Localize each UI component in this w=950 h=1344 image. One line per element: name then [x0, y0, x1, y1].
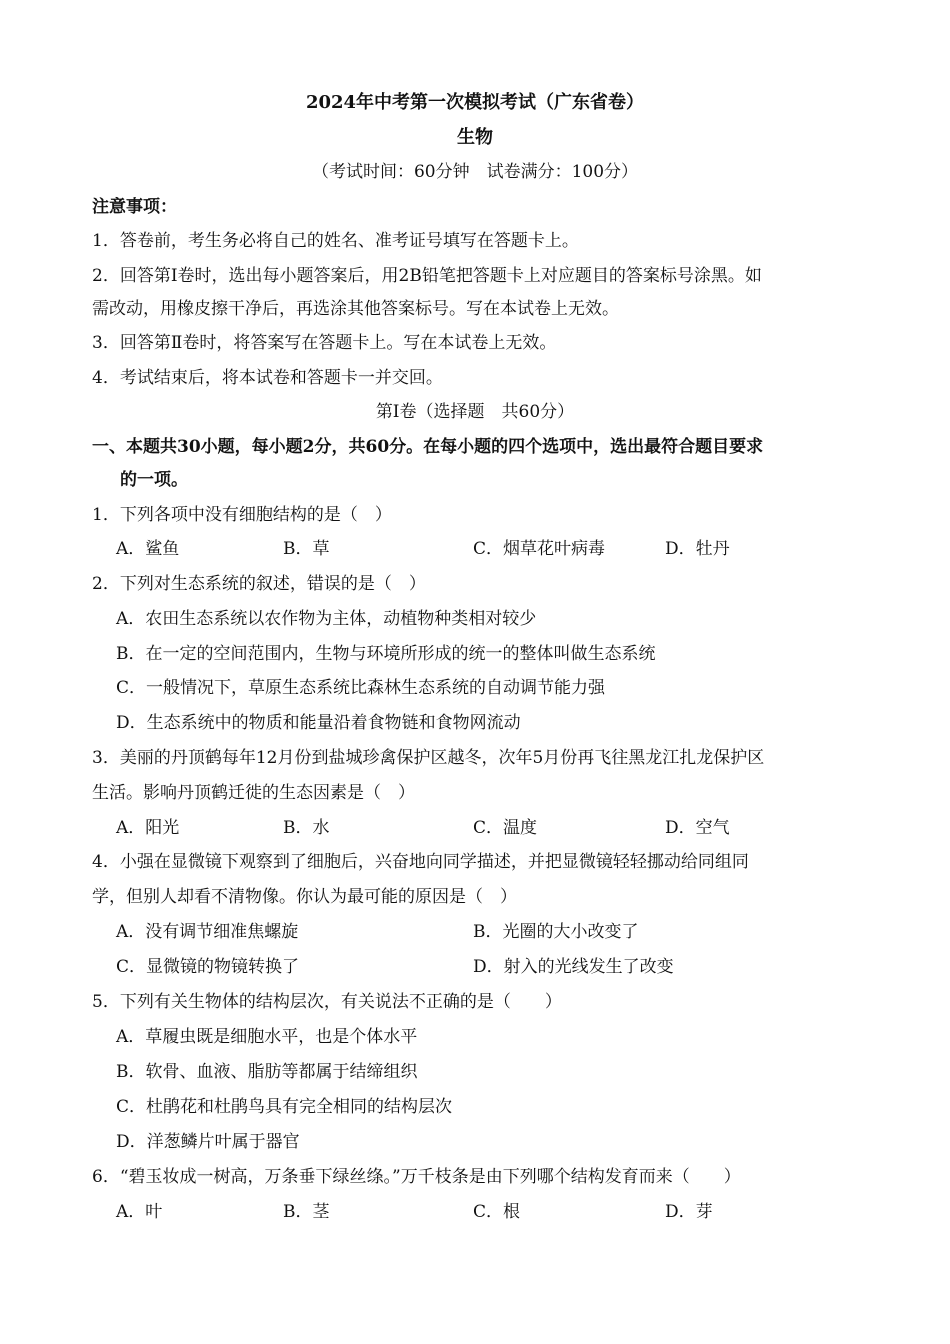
question-1-stem: 1．下列各项中没有细胞结构的是（ ） [92, 505, 392, 525]
notice-item: 需改动，用橡皮擦干净后，再选涂其他答案标号。写在本试卷上无效。 [92, 299, 619, 319]
question-1-option-b: B．草 [283, 539, 330, 559]
question-2-option-d: D．生态系统中的物质和能量沿着食物链和食物网流动 [116, 713, 521, 733]
question-3-option-a: A．阳光 [116, 818, 180, 838]
exam-info: （考试时间：60分钟 试卷满分：100分） [311, 162, 639, 182]
exam-title: 2024年中考第一次模拟考试（广东省卷） [305, 92, 645, 113]
question-5-option-a: A．草履虫既是细胞水平，也是个体水平 [116, 1027, 418, 1047]
notice-item: 1．答卷前，考生务必将自己的姓名、准考证号填写在答题卡上。 [92, 231, 579, 251]
question-2-option-c: C．一般情况下，草原生态系统比森林生态系统的自动调节能力强 [116, 678, 606, 698]
question-2-option-b: B．在一定的空间范围内，生物与环境所形成的统一的整体叫做生态系统 [116, 644, 656, 664]
question-6-option-a: A．叶 [116, 1202, 163, 1222]
question-5-option-d: D．洋葱鳞片叶属于器官 [116, 1132, 300, 1152]
question-6-option-d: D．芽 [665, 1202, 713, 1222]
notice-heading: 注意事项： [92, 197, 177, 217]
question-6-option-c: C．根 [473, 1202, 521, 1222]
question-1-option-c: C．烟草花叶病毒 [473, 539, 606, 559]
notice-item: 4．考试结束后，将本试卷和答题卡一并交回。 [92, 368, 443, 388]
question-1-option-d: D．牡丹 [665, 539, 730, 559]
subject-title: 生物 [457, 127, 493, 148]
question-4-option-c: C．显微镜的物镜转换了 [116, 957, 300, 977]
section-instruction: 一、本题共30小题，每小题2分，共60分。在每小题的四个选项中，选出最符合题目要求 [92, 437, 764, 457]
question-3-option-b: B．水 [283, 818, 330, 838]
question-2-stem: 2．下列对生态系统的叙述，错误的是（ ） [92, 574, 426, 594]
question-4-stem: 学，但别人却看不清物像。你认为最可能的原因是（ ） [92, 887, 517, 907]
question-3-stem: 3．美丽的丹顶鹤每年12月份到盐城珍禽保护区越冬，次年5月份再飞往黑龙江扎龙保护区 [92, 748, 765, 768]
question-6-stem: 6．“碧玉妆成一树高，万条垂下绿丝绦。”万千枝条是由下列哪个结构发育而来（ ） [92, 1167, 741, 1187]
question-3-option-d: D．空气 [665, 818, 730, 838]
question-5-stem: 5．下列有关生物体的结构层次，有关说法不正确的是（ ） [92, 992, 562, 1012]
question-3-stem: 生活。影响丹顶鹤迁徙的生态因素是（ ） [92, 783, 415, 803]
question-4-option-a: A．没有调节细准焦螺旋 [116, 922, 299, 942]
question-6-option-b: B．茎 [283, 1202, 330, 1222]
question-4-option-d: D．射入的光线发生了改变 [473, 957, 674, 977]
question-5-option-b: B．软骨、血液、脂肪等都属于结缔组织 [116, 1062, 418, 1082]
question-4-option-b: B．光圈的大小改变了 [473, 922, 639, 942]
question-5-option-c: C．杜鹃花和杜鹃鸟具有完全相同的结构层次 [116, 1097, 453, 1117]
question-4-stem: 4．小强在显微镜下观察到了细胞后，兴奋地向同学描述，并把显微镜轻轻挪动给同组同 [92, 852, 749, 872]
notice-item: 3．回答第Ⅱ卷时，将答案写在答题卡上。写在本试卷上无效。 [92, 333, 557, 353]
section-title: 第Ⅰ卷（选择题 共60分） [375, 402, 575, 422]
notice-item: 2．回答第Ⅰ卷时，选出每小题答案后，用2B铅笔把答题卡上对应题目的答案标号涂黑。如 [92, 266, 762, 286]
section-instruction: 的一项。 [120, 470, 188, 490]
question-2-option-a: A．农田生态系统以农作物为主体，动植物种类相对较少 [116, 609, 537, 629]
question-1-option-a: A．鲨鱼 [116, 539, 180, 559]
question-3-option-c: C．温度 [473, 818, 538, 838]
